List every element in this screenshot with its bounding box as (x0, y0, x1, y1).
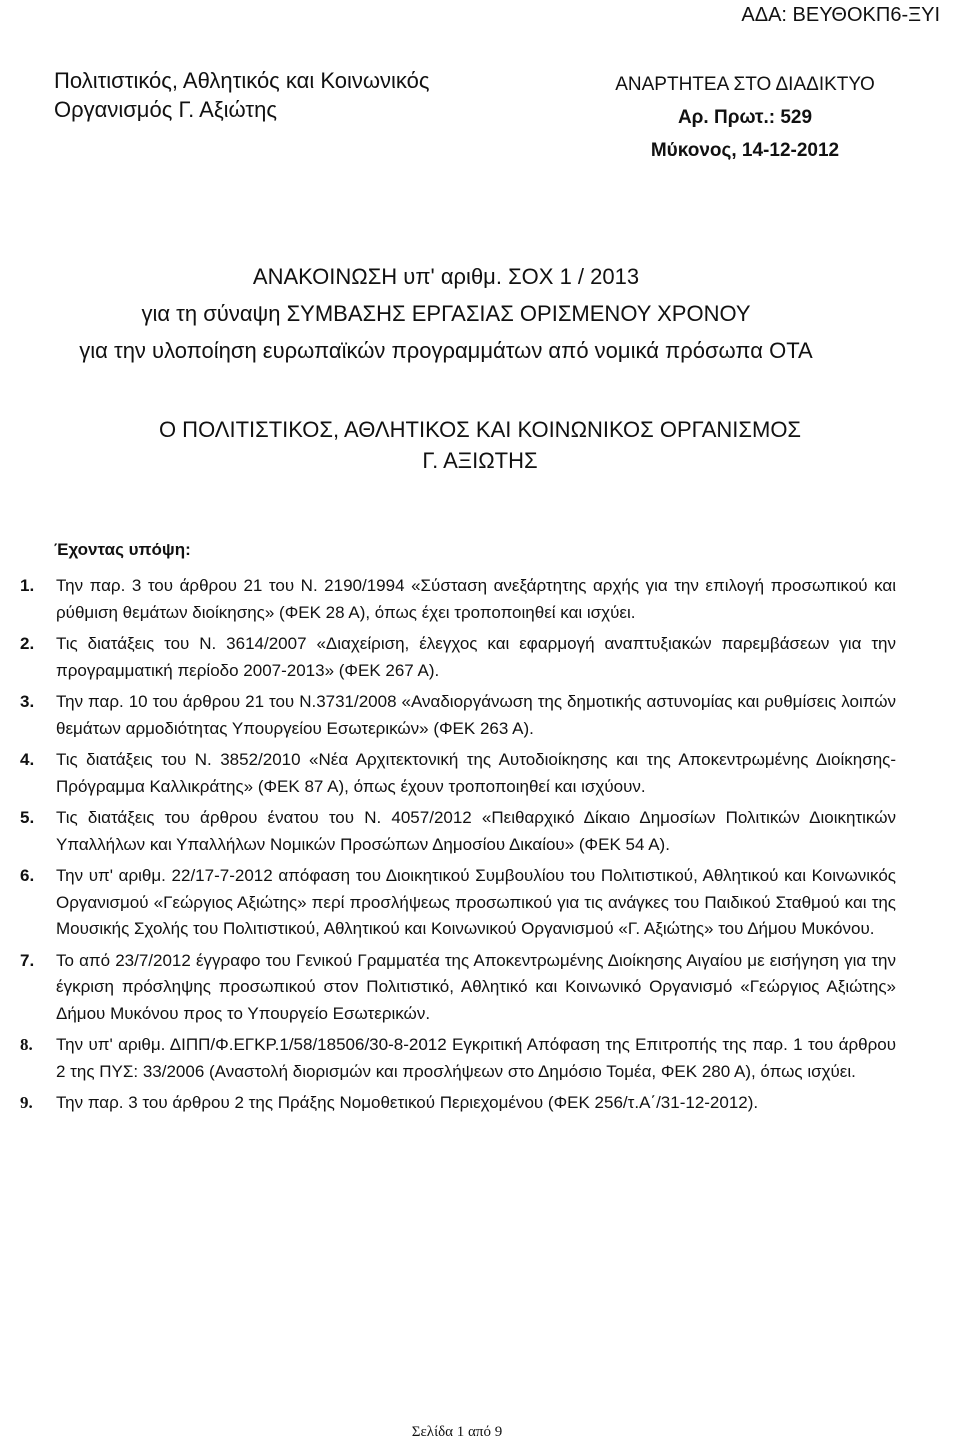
announcement-line: ΑΝΑΚΟΙΝΩΣΗ υπ' αριθμ. ΣΟΧ 1 / 2013 (252, 264, 640, 289)
item-text: Τις διατάξεις του Ν. 3852/2010 «Νέα Αρχιτεκτονική της Αυτοδιοίκησης και της Αποκεντρωμένης Διοίκησης- Πρόγραμμα Καλλικράτης» (ΦΕΚ 87 Α), όπως έχουν τροποποιηθεί και ισχύουν. (56, 750, 896, 796)
list-item (20, 1090, 896, 1117)
item-number: 9. (20, 1093, 33, 1112)
announcement-title (0, 258, 892, 369)
item-text: Τις διατάξεις του Ν. 3614/2007 «Διαχείριση, έλεγχος και εφαρμογή αναπτυξιακών παρεμβάσεων για την προγραμματική περίοδο 2007-2013» (ΦΕΚ 267 Α). (56, 634, 896, 680)
list-item (20, 863, 896, 943)
considerations-intro: Έχοντας υπόψη: (54, 540, 191, 559)
place-date: Μύκονος, 14-12-2012 (650, 140, 840, 161)
item-number: 4. (20, 750, 35, 769)
issuer-block (54, 66, 430, 124)
announcement-line: για την υλοποίηση ευρωπαϊκών προγραμμάτων από νομικά πρόσωπα ΟΤΑ (79, 338, 813, 363)
organization-line: Ο ΠΟΛΙΤΙΣΤΙΚΟΣ, ΑΘΛΗΤΙΚΟΣ ΚΑΙ ΚΟΙΝΩΝΙΚΟΣ ΟΡΓΑΝΙΣΜΟΣ (158, 417, 802, 442)
item-text: Την παρ. 3 του άρθρου 21 του Ν. 2190/1994 «Σύσταση ανεξάρτητης αρχής για την επιλογή προσωπικού και ρύθμιση θεμάτων διοίκησης» (ΦΕΚ 28 Α), όπως έχει τροποποιηθεί και ισχύει. (56, 576, 896, 622)
list-item (20, 948, 896, 1028)
posted-online-note: ΑΝΑΡΤΗΤΕΑ ΣΤΟ ΔΙΑΔΙΚΤΥΟ (615, 74, 875, 95)
item-text: Την παρ. 3 του άρθρου 2 της Πράξης Νομοθετικού Περιεχομένου (ΦΕΚ 256/τ.Α΄/31-12-2012). (56, 1093, 759, 1112)
item-number: 3. (20, 692, 35, 711)
protocol-number: Αρ. Πρωτ.: 529 (677, 107, 813, 128)
item-text: Τις διατάξεις του άρθρου ένατου του Ν. 4057/2012 «Πειθαρχικό Δίκαιο Δημοσίων Πολιτικών Διοικητικών Υπαλλήλων και Υπαλλήλων Νομικών Προσώπων Δημοσίου Δικαίου» (ΦΕΚ 54 Α). (56, 808, 896, 854)
organization-heading (0, 414, 960, 476)
page-footer: Σελίδα 1 από 9 (411, 1424, 503, 1440)
item-text: Την υπ' αριθμ. 22/17-7-2012 απόφαση του Διοικητικού Συμβουλίου του Πολιτιστικού, Αθλητικού και Κοινωνικός Οργανισμού «Γεώργιος Αξιώτης» περί προσλήψεως προσωπικού για τις ανάγκες του Παιδικού Σταθμού και της Μουσικής Σχολής του Πολιτιστικού, Αθλητικού και Κοινωνικού Οργανισμού «Γ. Αξιώτης» του Δήμου Μυκόνου. (56, 866, 896, 938)
item-number: 7. (20, 950, 35, 970)
item-number: 2. (20, 634, 35, 653)
list-item (20, 689, 896, 742)
item-number: 1. (20, 576, 35, 595)
item-number: 6. (20, 866, 35, 885)
item-text: Την παρ. 10 του άρθρου 21 του Ν.3731/2008 «Αναδιοργάνωση της δημοτικής αστυνομίας και ρυθμίσεις λοιπών θεμάτων αρμοδιότητας Υπουργείου Εσωτερικών» (ΦΕΚ 263 Α). (56, 692, 896, 738)
organization-line: Γ. ΑΞΙΩΤΗΣ (422, 448, 538, 473)
item-number: 5. (20, 808, 35, 827)
announcement-line: για τη σύναψη ΣΥΜΒΑΣΗΣ ΕΡΓΑΣΙΑΣ ΟΡΙΣΜΕΝΟΥ ΧΡΟΝΟΥ (141, 301, 751, 326)
item-number: 8. (20, 1035, 33, 1054)
issuer-line: Οργανισμός Γ. Αξιώτης (54, 97, 277, 122)
list-item (20, 1032, 896, 1085)
item-text: Το από 23/7/2012 έγγραφο του Γενικού Γραμματέα της Αποκεντρωμένης Διοίκησης Αιγαίου με εισήγηση για την έγκριση πρόσληψης προσωπικού στον Πολιτιστικό, Αθλητικό και Κοινωνικό Οργανισμό «Γεώργιος Αξιώτης» Δήμου Μυκόνου προς το Υπουργείο Εσωτερικών. (56, 950, 896, 1023)
document-meta (580, 68, 910, 167)
list-item (20, 631, 896, 684)
ada-code: ΑΔΑ: ΒΕΥΘΟΚΠ6-ΞΥΙ (741, 4, 940, 26)
considerations-list (20, 573, 896, 1122)
list-item (20, 573, 896, 626)
list-item (20, 805, 896, 858)
issuer-line: Πολιτιστικός, Αθλητικός και Κοινωνικός (54, 68, 430, 93)
item-text: Την υπ' αριθμ. ΔΙΠΠ/Φ.ΕΓΚΡ.1/58/18506/30-8-2012 Εγκριτική Απόφαση της Επιτροπής της παρ. 1 του άρθρου 2 της ΠΥΣ: 33/2006 (Αναστολή διορισμών και προσλήψεων στο Δημόσιο Τομέα, ΦΕΚ 280 Α), όπως ισχύει. (56, 1035, 896, 1081)
list-item (20, 747, 896, 800)
